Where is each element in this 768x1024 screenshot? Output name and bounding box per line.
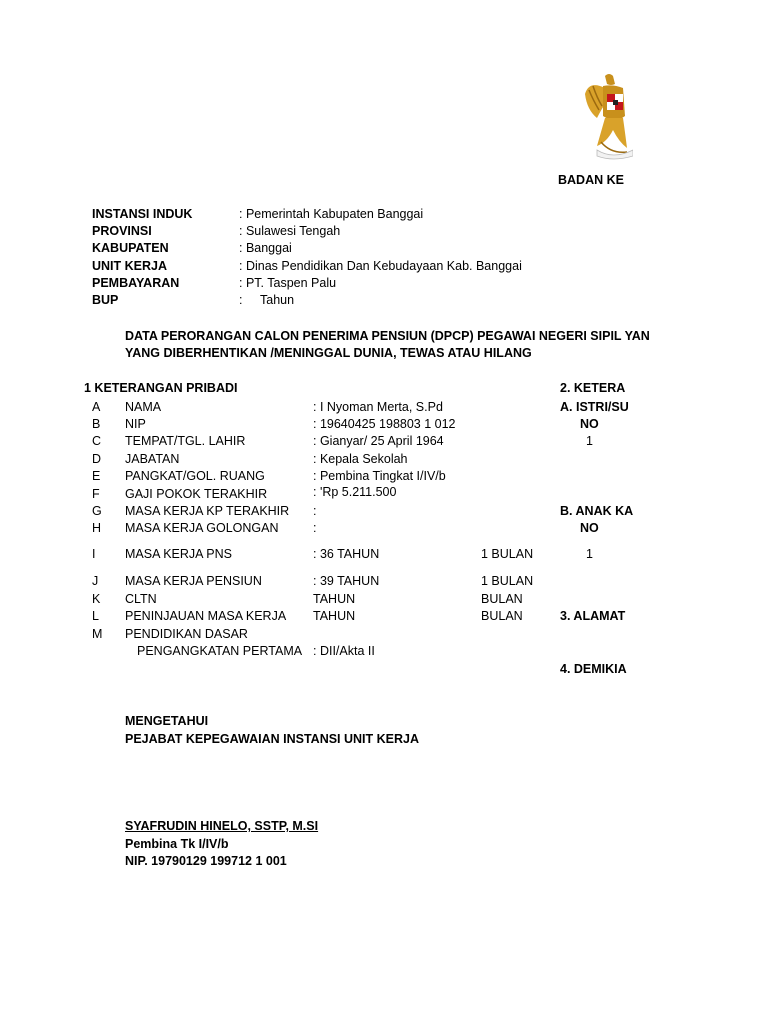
row-letter: C xyxy=(92,434,102,448)
pejabat-label: PEJABAT KEPEGAWAIAN INSTANSI UNIT KERJA xyxy=(125,732,420,746)
masa-kerja-pns-bulan: 1 BULAN xyxy=(481,547,534,561)
nama-value: : I Nyoman Merta, S.Pd xyxy=(313,400,443,414)
pangkat-label: PANGKAT/GOL. RUANG xyxy=(125,469,265,483)
row-letter: G xyxy=(92,504,102,518)
signatory-nip: NIP. 19790129 199712 1 001 xyxy=(125,854,287,868)
masa-kerja-pensiun-tahun: : 39 TAHUN xyxy=(313,574,380,588)
row-letter: E xyxy=(92,469,101,483)
peninjauan-bulan: BULAN xyxy=(481,609,523,623)
agency-header: BADAN KE xyxy=(558,173,624,187)
bup-value: Tahun xyxy=(260,293,295,307)
pengangkatan-pertama-value: : DII/Akta II xyxy=(313,644,375,658)
instansi-value: : Pemerintah Kabupaten Banggai xyxy=(239,207,424,221)
kabupaten-label: KABUPATEN xyxy=(92,241,169,255)
anak-kandung-label: B. ANAK KA xyxy=(560,504,634,518)
section1-heading: 1 KETERANGAN PRIBADI xyxy=(84,381,238,395)
nama-label: NAMA xyxy=(125,400,162,414)
row-letter: K xyxy=(92,592,101,606)
unit-kerja-label: UNIT KERJA xyxy=(92,259,168,273)
cltn-bulan: BULAN xyxy=(481,592,523,606)
masa-kerja-golongan-label: MASA KERJA GOLONGAN xyxy=(125,521,279,535)
jabatan-value: : Kepala Sekolah xyxy=(313,452,408,466)
row-letter: H xyxy=(92,521,102,535)
row-letter: I xyxy=(92,547,96,561)
row-letter: B xyxy=(92,417,101,431)
jabatan-label: JABATAN xyxy=(125,452,180,466)
pendidikan-dasar-label: PENDIDIKAN DASAR xyxy=(125,627,248,641)
anak-number: 1 xyxy=(586,547,593,561)
istri-no-header: NO xyxy=(580,417,599,431)
anak-no-header: NO xyxy=(580,521,599,535)
masa-kerja-pensiun-bulan: 1 BULAN xyxy=(481,574,534,588)
signatory-rank: Pembina Tk I/IV/b xyxy=(125,837,229,851)
row-letter: F xyxy=(92,487,100,501)
row-letter: L xyxy=(92,609,99,623)
istri-suami-label: A. ISTRI/SU xyxy=(560,400,629,414)
alamat-label: 3. ALAMAT xyxy=(560,609,626,623)
pengangkatan-pertama-label: PENGANGKATAN PERTAMA xyxy=(137,644,303,658)
cltn-label: CLTN xyxy=(125,592,157,606)
instansi-label: INSTANSI INDUK xyxy=(92,207,193,221)
masa-kerja-golongan-value: : xyxy=(313,521,317,535)
row-letter: J xyxy=(92,574,99,588)
gaji-pokok-label: GAJI POKOK TERAKHIR xyxy=(125,487,268,501)
pembayaran-value: : PT. Taspen Palu xyxy=(239,276,337,290)
masa-kerja-pns-tahun: : 36 TAHUN xyxy=(313,547,380,561)
cltn-tahun: TAHUN xyxy=(313,592,356,606)
unit-kerja-value: : Dinas Pendidikan Dan Kebudayaan Kab. Banggai xyxy=(239,259,522,273)
istri-number: 1 xyxy=(586,434,593,448)
signatory-name: SYAFRUDIN HINELO, SSTP, M.SI xyxy=(125,819,319,833)
masa-kerja-pensiun-label: MASA KERJA PENSIUN xyxy=(125,574,262,588)
nip-value: : 19640425 198803 1 012 xyxy=(313,417,456,431)
garuda-emblem-icon xyxy=(583,70,633,162)
kabupaten-value: : Banggai xyxy=(239,241,292,255)
tempat-tgl-lahir-value: : Gianyar/ 25 April 1964 xyxy=(313,434,444,448)
pembayaran-label: PEMBAYARAN xyxy=(92,276,180,290)
provinsi-label: PROVINSI xyxy=(92,224,152,238)
bup-label: BUP xyxy=(92,293,119,307)
gaji-pokok-value: : 'Rp 5.211.500 xyxy=(313,485,397,499)
row-letter: A xyxy=(92,400,101,414)
nip-label: NIP xyxy=(125,417,146,431)
section2-heading: 2. KETERA xyxy=(560,381,626,395)
document-title-line2: YANG DIBERHENTIKAN /MENINGGAL DUNIA, TEWAS ATAU HILANG xyxy=(125,346,532,360)
demikian-label: 4. DEMIKIA xyxy=(560,662,627,676)
row-letter: M xyxy=(92,627,103,641)
mengetahui-label: MENGETAHUI xyxy=(125,714,209,728)
masa-kerja-kp-value: : xyxy=(313,504,317,518)
tempat-tgl-lahir-label: TEMPAT/TGL. LAHIR xyxy=(125,434,246,448)
document-title-line1: DATA PERORANGAN CALON PENERIMA PENSIUN (DPCP) PEGAWAI NEGERI SIPIL YAN xyxy=(125,329,650,343)
peninjauan-tahun: TAHUN xyxy=(313,609,356,623)
masa-kerja-kp-label: MASA KERJA KP TERAKHIR xyxy=(125,504,290,518)
provinsi-value: : Sulawesi Tengah xyxy=(239,224,341,238)
row-letter: D xyxy=(92,452,102,466)
masa-kerja-pns-label: MASA KERJA PNS xyxy=(125,547,232,561)
bup-colon: : xyxy=(239,293,243,307)
pangkat-value: : Pembina Tingkat I/IV/b xyxy=(313,469,446,483)
peninjauan-label: PENINJAUAN MASA KERJA xyxy=(125,609,287,623)
